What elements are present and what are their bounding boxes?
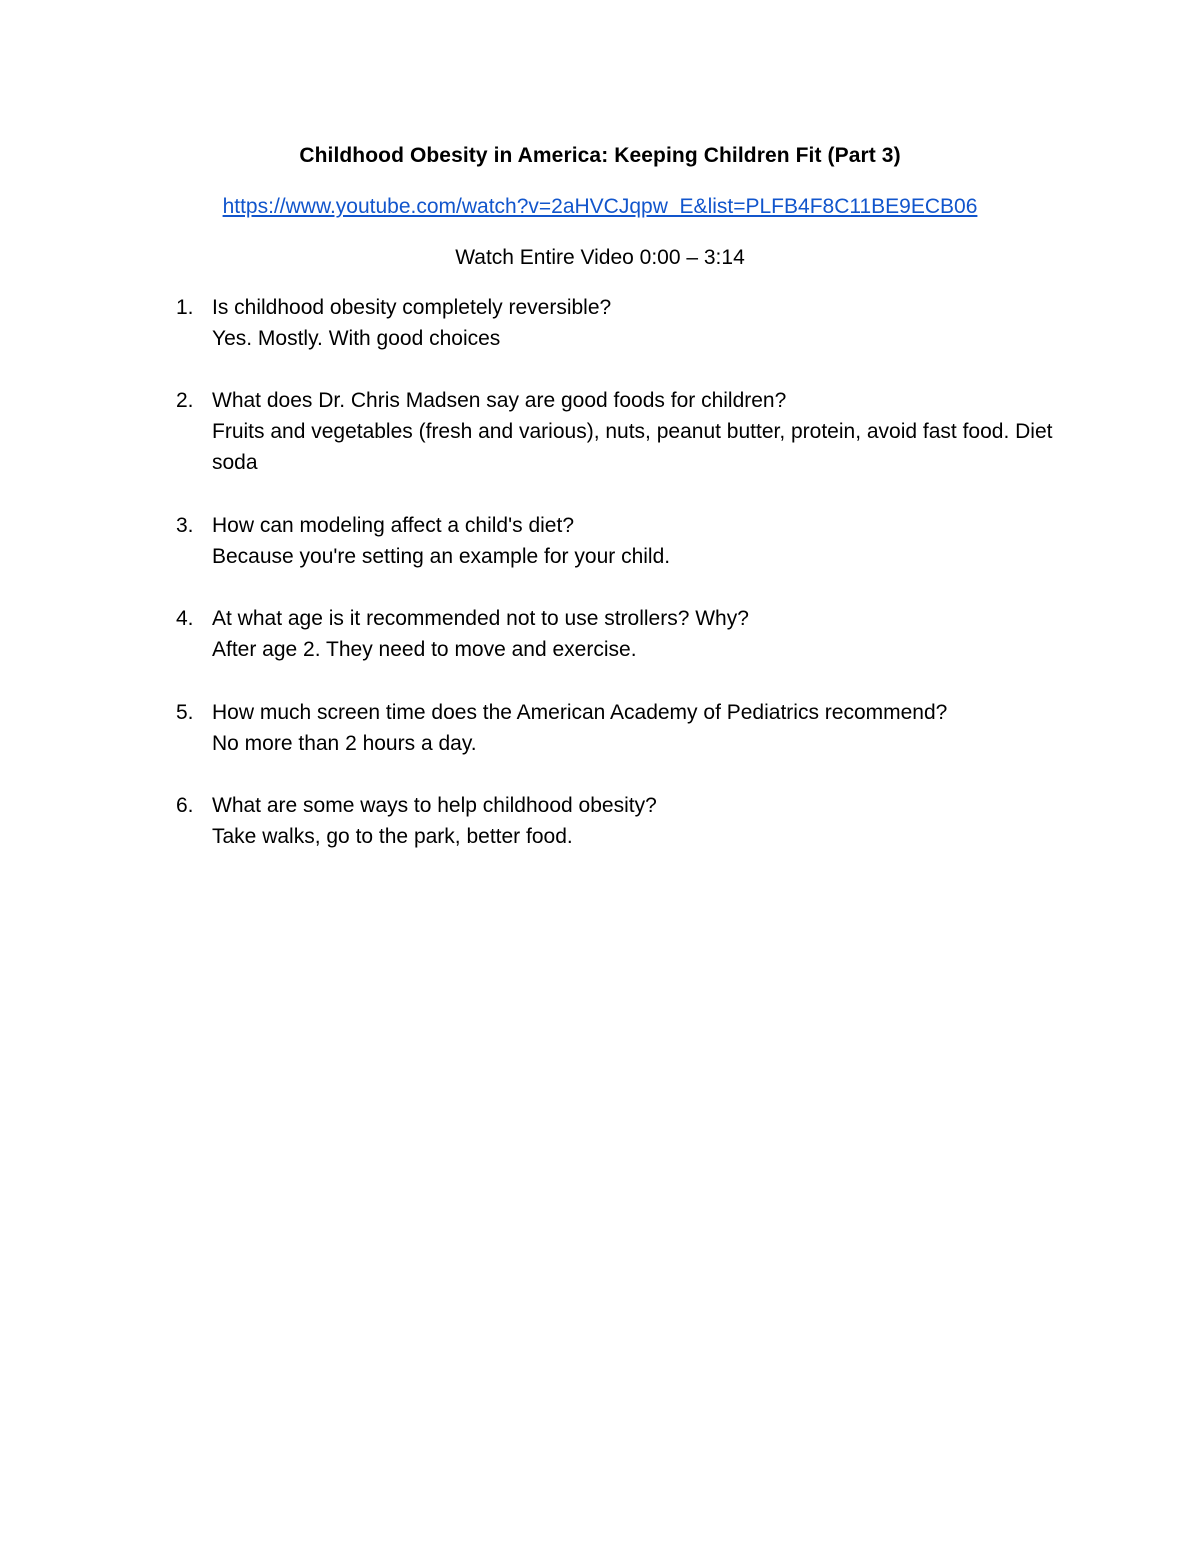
question-text: How much screen time does the American Academy of Pediatrics recommend?	[212, 701, 948, 724]
question-number: 5.	[176, 701, 194, 724]
question-text: Is childhood obesity completely reversible?	[212, 296, 612, 319]
question-number: 6.	[176, 794, 194, 817]
question-item-6	[176, 790, 1076, 852]
video-link[interactable]: https://www.youtube.com/watch?v=2aHVCJqpw_E&list=PLFB4F8C11BE9ECB06	[222, 195, 978, 218]
question-number: 3.	[176, 514, 194, 537]
question-text: How can modeling affect a child's diet?	[212, 514, 574, 537]
question-text: What does Dr. Chris Madsen say are good foods for children?	[212, 389, 787, 412]
question-text: At what age is it recommended not to use strollers? Why?	[212, 607, 749, 630]
answer-text: Fruits and vegetables (fresh and various), nuts, peanut butter, protein, avoid fast food. Diet soda	[212, 420, 1053, 474]
question-item-5	[176, 697, 1076, 759]
question-number: 2.	[176, 389, 194, 412]
question-item-4	[176, 603, 1076, 665]
answer-text: No more than 2 hours a day.	[212, 732, 477, 755]
question-item-3	[176, 510, 1076, 572]
document-title: Childhood Obesity in America: Keeping Children Fit (Part 3)	[299, 144, 901, 167]
watch-instruction: Watch Entire Video 0:00 – 3:14	[455, 246, 745, 269]
answer-text: Because you're setting an example for your child.	[212, 545, 671, 568]
answer-text: After age 2. They need to move and exercise.	[212, 638, 637, 661]
video-link-line	[0, 193, 1200, 221]
question-item-2	[176, 385, 1076, 478]
question-number: 1.	[176, 296, 194, 319]
answer-text: Yes. Mostly. With good choices	[212, 327, 501, 350]
question-text: What are some ways to help childhood obesity?	[212, 794, 657, 817]
question-item-1	[176, 292, 1076, 354]
question-number: 4.	[176, 607, 194, 630]
answer-text: Take walks, go to the park, better food.	[212, 825, 573, 848]
